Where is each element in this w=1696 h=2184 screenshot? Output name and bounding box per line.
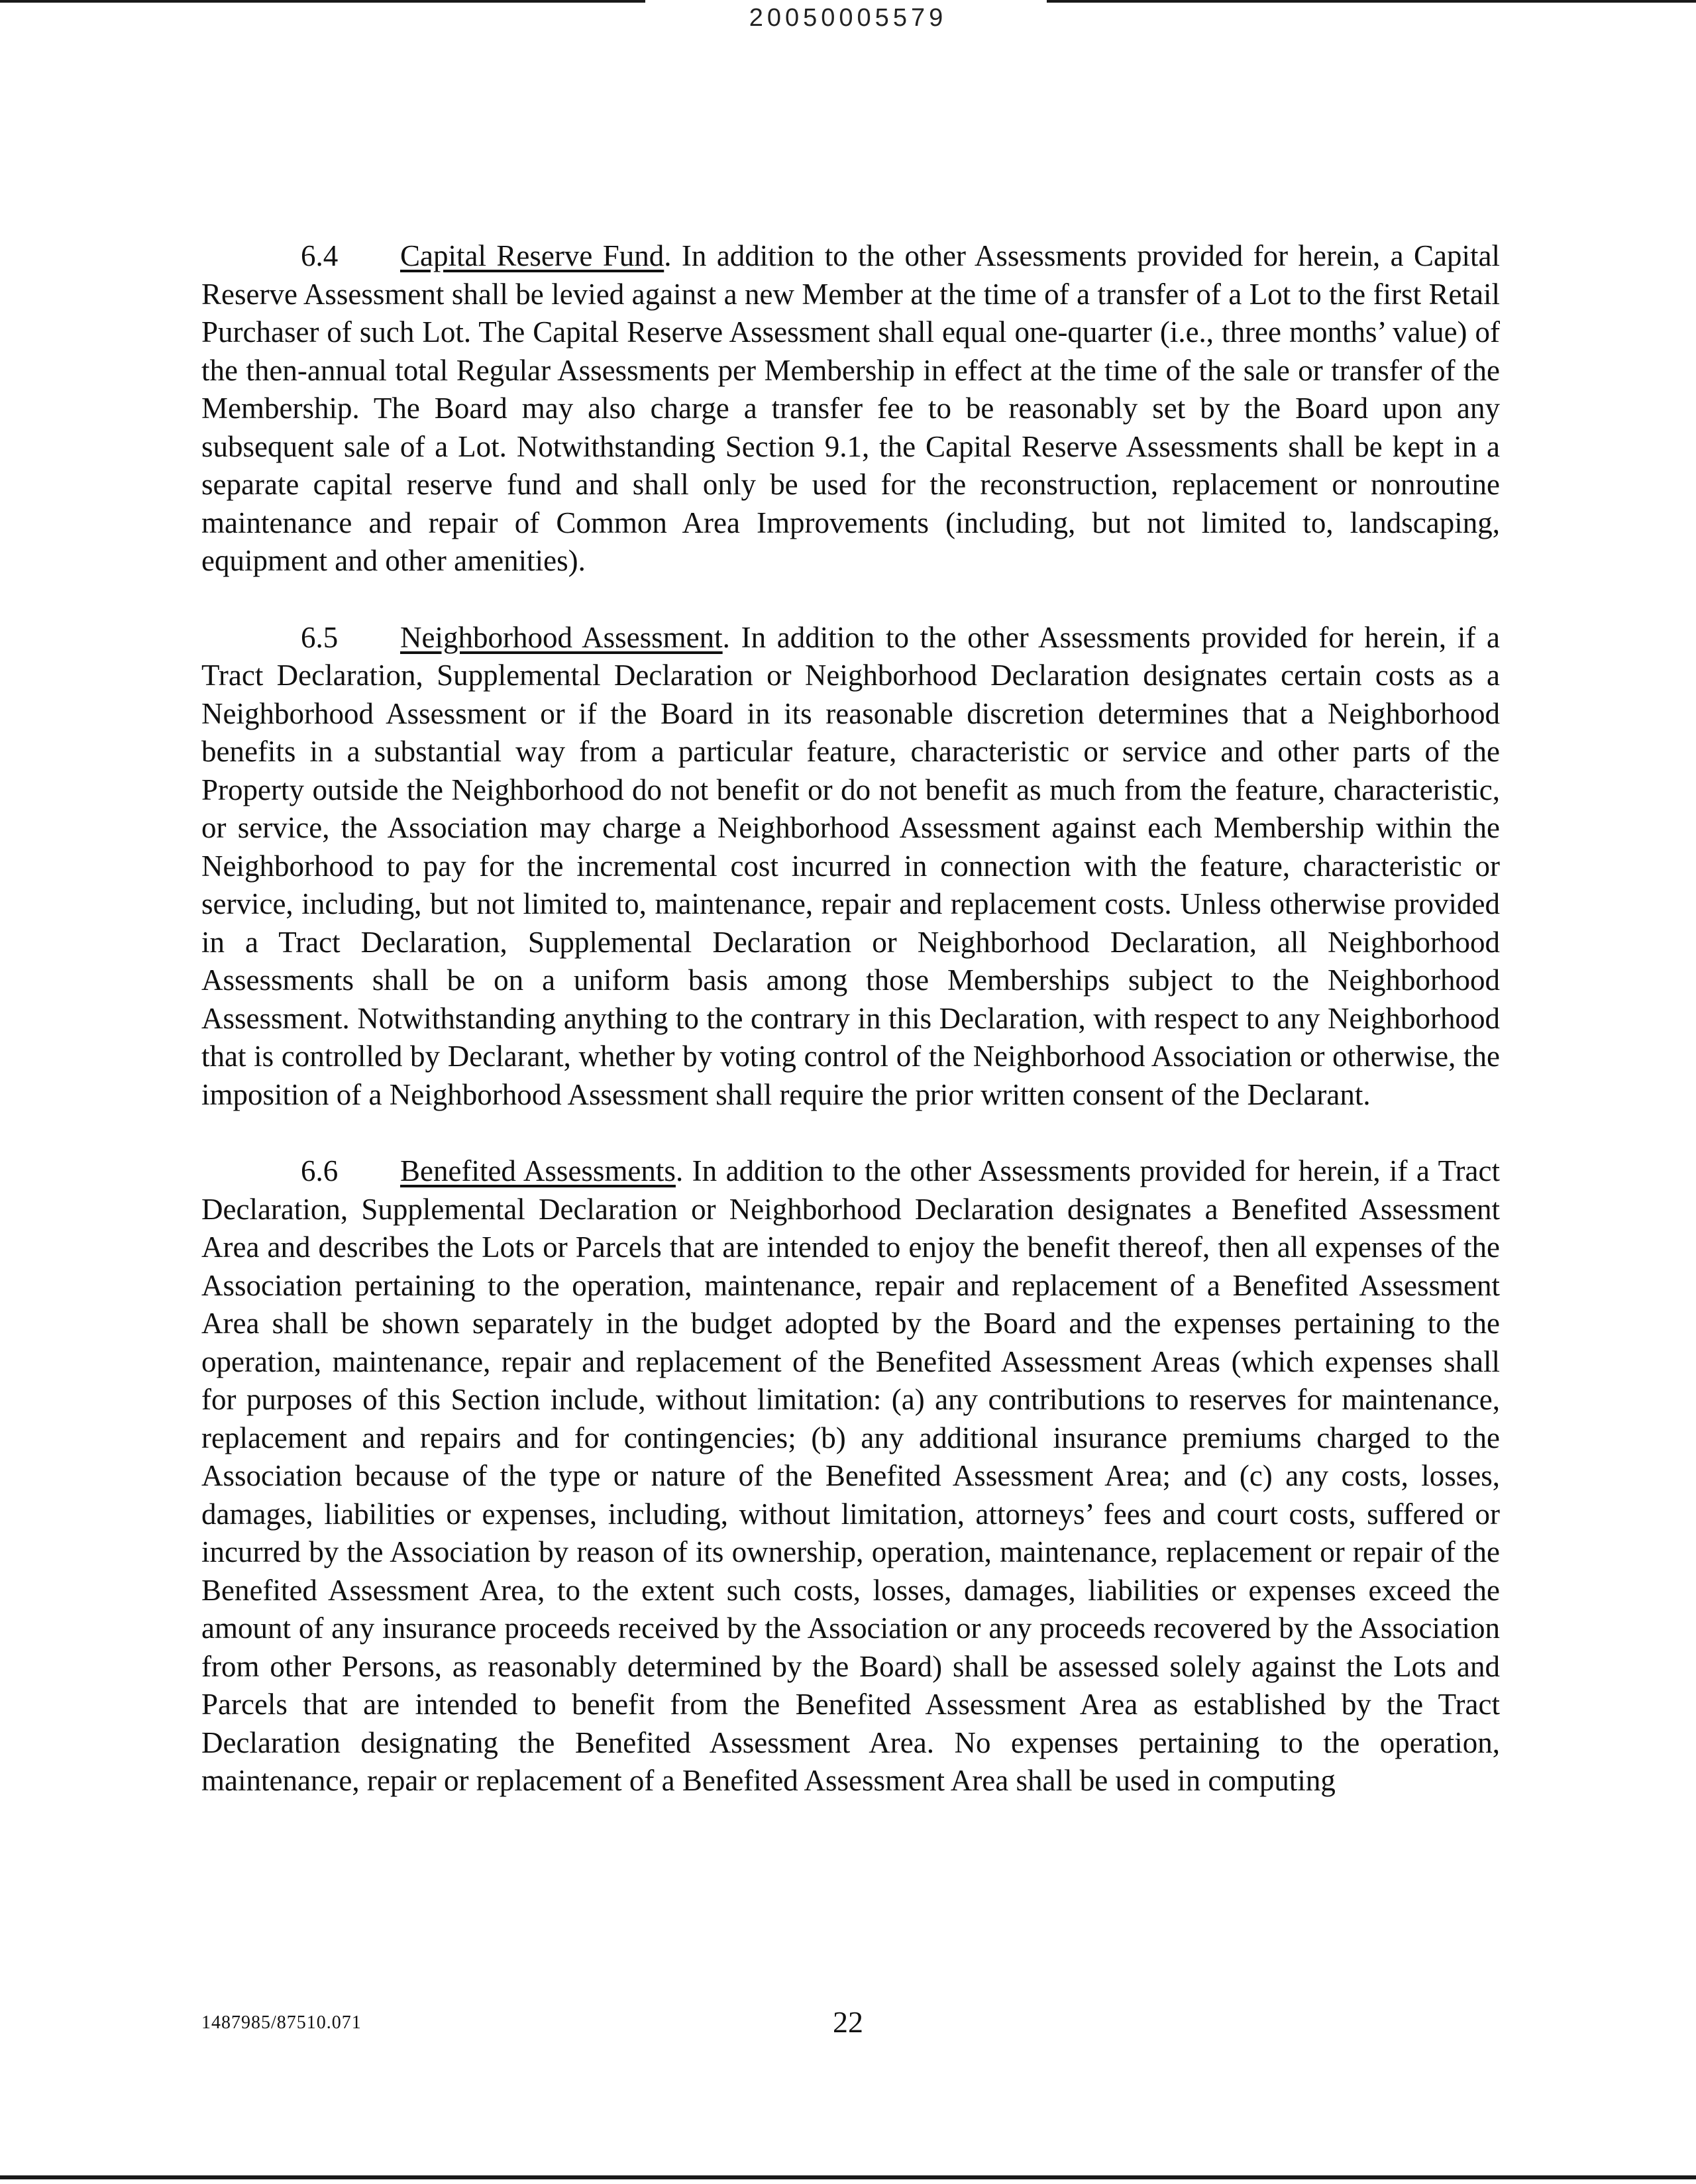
section-6-6: 6.6 Benefited Assessments. In addition to the other Assessments provided for herein, if a Tract Declaration, Supplemental Declaration or Neighborhood Declaration designates a Benefited Assessment Area and describes the Lots or Parcels that are intended to enjoy the benefit thereof, then all expenses of the Association pertaining to the operation, maintenance, repair and replacement of a Benefited Assessment Area shall be shown separately in the budget adopted by the Board and the expenses pertaining to the operation, maintenance, repair and replacement of the Benefited Assessment Areas (which expenses shall for purposes of this Section include, without limitation: (a) any contributions to reserves for maintenance, replacement and repairs and for contingencies; (b) any additional insurance premiums charged to the Association because of the type or nature of the Benefited Assessment Area; and (c) any costs, losses, damages, liabilities or expenses, including, without limitation, attorneys’ fees and court costs, suffered or incurred by the Association by reason of its ownership, operation, maintenance, replacement or repair of the Benefited Assessment Area, to the extent such costs, losses, damages, liabilities or expenses exceed the amount of any insurance proceeds received by the Association or any proceeds recovered by the Association from other Persons, as reasonably determined by the Board) shall be assessed solely against the Lots and Parcels that are intended to benefit from the Benefited Assessment Area as established by the Tract Declaration designating the Benefited Assessment Area. No expenses pertaining to the operation, maintenance, repair or replacement of a Benefited Assessment Area shall be used in computing bbox=[201, 1152, 1500, 1800]
section-heading: Benefited Assessments bbox=[400, 1154, 676, 1187]
section-6-4: 6.4 Capital Reserve Fund. In addition to the other Assessments provided for herein, a Capital Reserve Assessment shall be levied against a new Member at the time of a transfer of a Lot to the first Retail Purchaser of such Lot. The Capital Reserve Assessment shall equal one-quarter (i.e., three months’ value) of the then-annual total Regular Assessments per Membership in effect at the time of the sale or transfer of the Membership. The Board may also charge a transfer fee to be reasonably set by the Board upon any subsequent sale of a Lot. Notwithstanding Section 9.1, the Capital Reserve Assessments shall be kept in a separate capital reserve fund and shall only be used for the reconstruction, replacement or nonroutine maintenance and repair of Common Area Improvements (including, but not limited to, landscaping, equipment and other amenities). bbox=[201, 237, 1500, 580]
section-heading: Neighborhood Assessment bbox=[400, 620, 723, 654]
top-rule-left bbox=[0, 0, 645, 3]
section-body: In addition to the other Assessments provided for herein, if a Tract Declaration, Supplemental Declaration or Neighborhood Declaration designates certain costs as a Neighborhood Assessment or if the Board in its reasonable discretion determines that a Neighborhood benefits in a substantial way from a particular feature, characteristic or service and other parts of the Property outside the Neighborhood do not benefit or do not benefit as much from the feature, characteristic, or service, the Association may charge a Neighborhood Assessment against each Membership within the Neighborhood to pay for the incremental cost incurred in connection with the feature, characteristic or service, including, but not limited to, maintenance, repair and replacement costs. Unless otherwise provided in a Tract Declaration, Supplemental Declaration or Neighborhood Declaration, all Neighborhood Assessments shall be on a uniform basis among those Memberships subject to the Neighborhood Assessment. Notwithstanding anything to the contrary in this Declaration, with respect to any Neighborhood that is controlled by Declarant, whether by voting control of the Neighborhood Association or otherwise, the imposition of a Neighborhood Assessment shall require the prior written consent of the Declarant. bbox=[201, 620, 1500, 1111]
page-number: 22 bbox=[833, 2005, 863, 2039]
top-rule-right bbox=[1047, 0, 1696, 3]
section-body: In addition to the other Assessments provided for herein, if a Tract Declaration, Supplemental Declaration or Neighborhood Declaration designates a Benefited Assessment Area and describes the Lots or Parcels that are intended to enjoy the benefit thereof, then all expenses of the Association pertaining to the operation, maintenance, repair and replacement of a Benefited Assessment Area shall be shown separately in the budget adopted by the Board and the expenses pertaining to the operation, maintenance, repair and replacement of the Benefited Assessment Areas (which expenses shall for purposes of this Section include, without limitation: (a) any contributions to reserves for maintenance, replacement and repairs and for contingencies; (b) any additional insurance premiums charged to the Association because of the type or nature of the Benefited Assessment Area; and (c) any costs, losses, damages, liabilities or expenses, including, without limitation, attorneys’ fees and court costs, suffered or incurred by the Association by reason of its ownership, operation, maintenance, replacement or repair of the Benefited Assessment Area, to the extent such costs, losses, damages, liabilities or expenses exceed the amount of any insurance proceeds received by the Association or any proceeds recovered by the Association from other Persons, as reasonably determined by the Board) shall be assessed solely against the Lots and Parcels that are intended to benefit from the Benefited Assessment Area as established by the Tract Declaration designating the Benefited Assessment Area. No expenses pertaining to the operation, maintenance, repair or replacement of a Benefited Assessment Area shall be used in computing bbox=[201, 1154, 1500, 1797]
section-number: 6.5 bbox=[301, 620, 339, 654]
document-body bbox=[201, 237, 1500, 1839]
document-number: 20050005579 bbox=[749, 4, 947, 32]
section-body: In addition to the other Assessments provided for herein, a Capital Reserve Assessment shall be levied against a new Member at the time of a transfer of a Lot to the first Retail Purchaser of such Lot. The Capital Reserve Assessment shall equal one-quarter (i.e., three months’ value) of the then-annual total Regular Assessments per Membership in effect at the time of the sale or transfer of the Membership. The Board may also charge a transfer fee to be reasonably set by the Board upon any subsequent sale of a Lot. Notwithstanding Section 9.1, the Capital Reserve Assessments shall be kept in a separate capital reserve fund and shall only be used for the reconstruction, replacement or nonroutine maintenance and repair of Common Area Improvements (including, but not limited to, landscaping, equipment and other amenities). bbox=[201, 239, 1500, 577]
section-number: 6.4 bbox=[301, 239, 339, 272]
file-reference: 1487985/87510.071 bbox=[201, 2012, 362, 2033]
section-6-5: 6.5 Neighborhood Assessment. In addition to the other Assessments provided for herein, if a Tract Declaration, Supplemental Declaration or Neighborhood Declaration designates certain costs as a Neighborhood Assessment or if the Board in its reasonable discretion determines that a Neighborhood benefits in a substantial way from a particular feature, characteristic or service and other parts of the Property outside the Neighborhood do not benefit or do not benefit as much from the feature, characteristic, or service, the Association may charge a Neighborhood Assessment against each Membership within the Neighborhood to pay for the incremental cost incurred in connection with the feature, characteristic or service, including, but not limited to, maintenance, repair and replacement costs. Unless otherwise provided in a Tract Declaration, Supplemental Declaration or Neighborhood Declaration, all Neighborhood Assessments shall be on a uniform basis among those Memberships subject to the Neighborhood Assessment. Notwithstanding anything to the contrary in this Declaration, with respect to any Neighborhood that is controlled by Declarant, whether by voting control of the Neighborhood Association or otherwise, the imposition of a Neighborhood Assessment shall require the prior written consent of the Declarant. bbox=[201, 619, 1500, 1115]
section-heading: Capital Reserve Fund bbox=[400, 239, 664, 272]
section-number: 6.6 bbox=[301, 1154, 339, 1187]
bottom-rule bbox=[0, 2175, 1696, 2179]
